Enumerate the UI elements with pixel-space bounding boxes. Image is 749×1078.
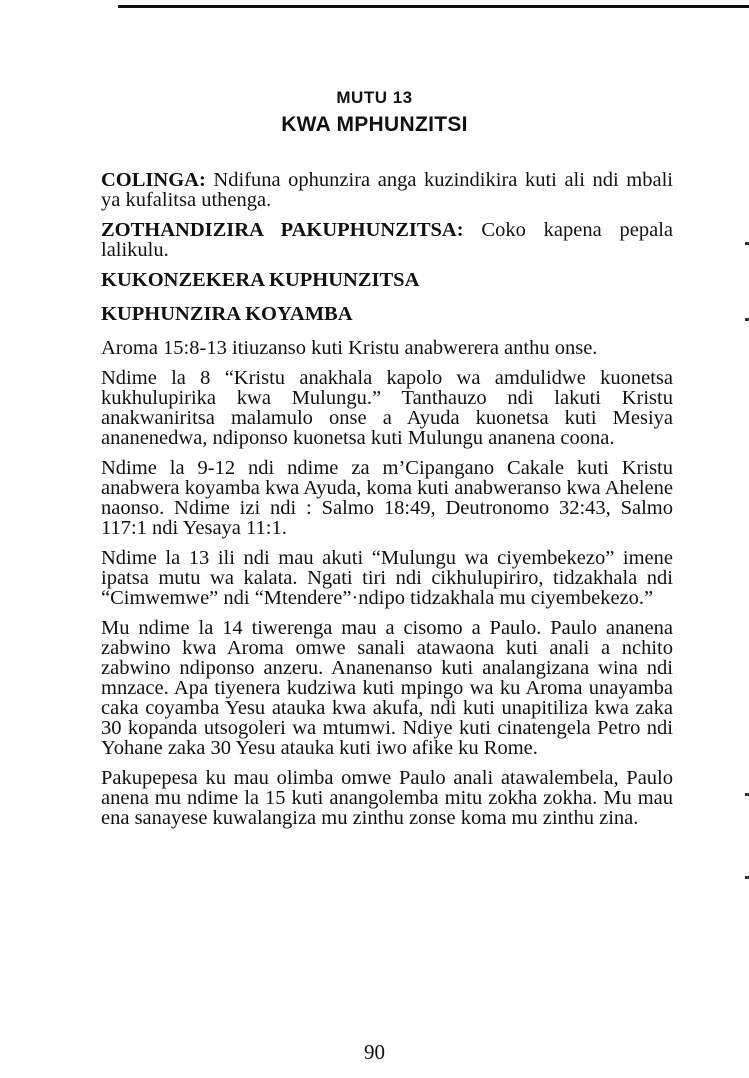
body-paragraph: Ndime la 8 “Kristu anakhala kapolo wa amdulidwe kuonetsa kukhulupirika kwa Mulungu.” Tanthauzo ndi lakuti Kristu anakwaniritsa malamulo onse a Ayuda kuonetsa kuti Mesiya ananenedwa, ndiponso kuonetsa kuti Mulungu ananena coona. (101, 367, 673, 449)
chapter-label: MUTU 13 (336, 88, 413, 107)
chapter-title: KWA MPHUNZITSI (281, 113, 468, 136)
page-body (101, 170, 673, 838)
intro-heading: KUKONZEKERA KUPHUNZITSA (101, 269, 420, 291)
aim-label: COLINGA: (101, 169, 206, 191)
body-paragraph: Ndime la 13 ili ndi mau akuti “Mulungu wa ciyembekezo” imene ipatsa mutu wa kalata. Ngati tiri ndi cikhulupiriro, tidzakhala ndi “Cimwemwe” ndi “Mtendere”·ndipo tidzakhala mu ciyembekezo.” (101, 547, 673, 609)
aim-text: Ndifuna ophunzira anga kuzindikira kuti ali ndi mbali ya kufalitsa uthenga. (101, 169, 673, 211)
body-paragraph: Pakupepesa ku mau olimba omwe Paulo anali atawalembela, Paulo anena mu ndime la 15 kuti anangolemba mitu zokha zokha. Mu mau ena sanayese kuwalangiza mu zinthu zonse koma mu zinthu zina. (101, 767, 673, 829)
body-paragraph: Mu ndime la 14 tiwerenga mau a cisomo a Paulo. Paulo ananena zabwino kwa Aroma omwe sanali atawaona kuti anali a nchito zabwino ndiponso anzeru. Ananenanso kuti analangizana wina ndi mnzace. Apa tiyenera kudziwa kuti mpingo wa ku Aroma unayamba caka coyamba Yesu atauka kwa akufa, ndi kuti unapitiliza kwa zaka 30 kopanda utsogoleri wa mtumwi. Ndiye kuti cinatengela Petro ndi Yohane zaka 30 Yesu atauka kuti iwo afike ku Rome. (101, 617, 673, 759)
scan-edge-mark (745, 242, 749, 245)
scan-edge-mark (745, 876, 749, 879)
aim-paragraph (101, 170, 673, 210)
preparation-text: Coko kapena pepala lalikulu. (101, 219, 674, 261)
scan-edge-mark (745, 793, 749, 796)
body-paragraph: Aroma 15:8-13 itiuzanso kuti Kristu anabwerera anthu onse. (101, 337, 598, 359)
preparation-paragraph (101, 220, 673, 260)
page-number: 90 (364, 1040, 385, 1064)
scan-edge-mark (745, 318, 749, 321)
body-paragraph: Ndime la 9-12 ndi ndime za m’Cipangano Cakale kuti Kristu anabwera koyamba kwa Ayuda, koma kuti anabweranso kwa Ahelene naonso. Ndime izi ndi : Salmo 18:49, Deutronomo 32:43, Salmo 117:1 ndi Yesaya 11:1. (101, 457, 673, 539)
first-lesson-heading: KUPHUNZIRA KOYAMBA (101, 303, 353, 325)
preparation-label: ZOTHANDIZIRA PAKUPHUNZITSA: (101, 219, 464, 241)
top-border-line (118, 5, 749, 8)
